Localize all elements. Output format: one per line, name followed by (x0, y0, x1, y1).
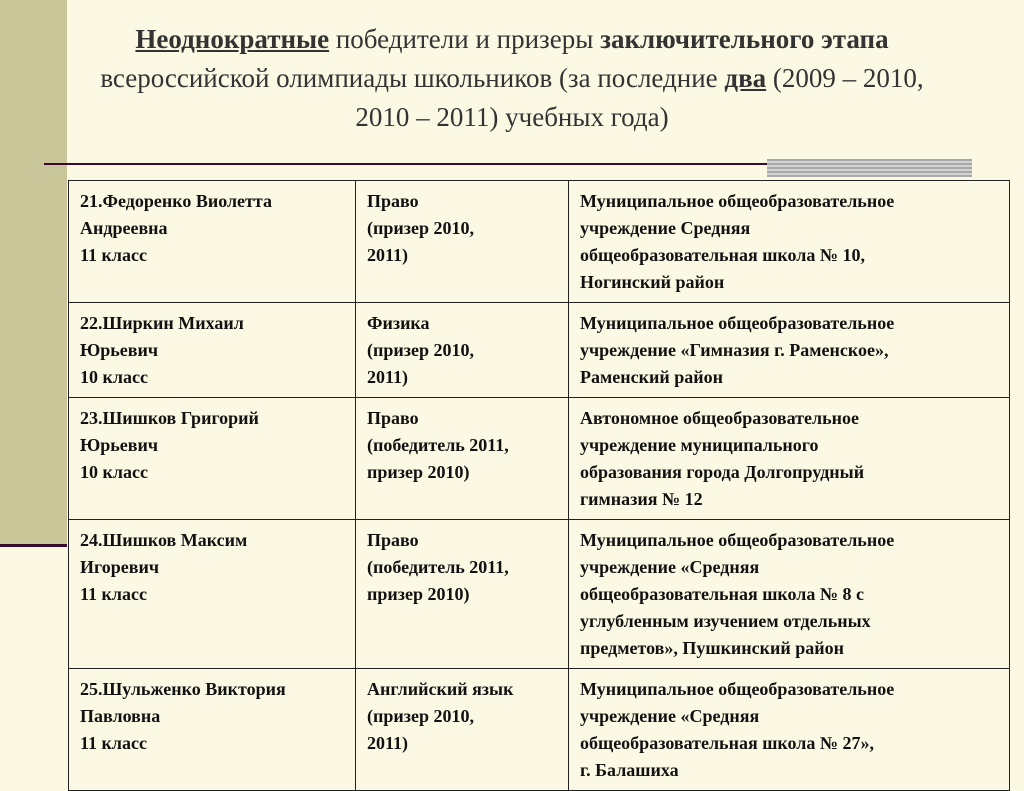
school-cell-line: Автономное общеобразовательное (580, 408, 859, 428)
subject-cell-line: Право (367, 191, 419, 211)
school-cell-line: Муниципальное общеобразовательное (580, 191, 895, 211)
school-cell (569, 669, 1010, 791)
school-cell-line: общеобразовательная школа № 8 с (580, 584, 864, 604)
student-cell (69, 520, 356, 669)
school-cell-line: Ногинский район (580, 272, 725, 292)
school-cell-line: гимназия № 12 (580, 489, 703, 509)
subject-cell-line: 2011) (367, 733, 409, 753)
school-cell (569, 181, 1010, 303)
student-cell-line: 23.Шишков Григорий (80, 408, 259, 428)
student-cell (69, 303, 356, 398)
winners-table (68, 180, 1010, 791)
school-cell (569, 398, 1010, 520)
sidebar-decoration (0, 0, 67, 546)
subject-cell-line: 2011) (367, 245, 409, 265)
table-row (69, 303, 1010, 398)
school-cell-line: Муниципальное общеобразовательное (580, 679, 895, 699)
subject-cell (356, 181, 569, 303)
subject-cell (356, 398, 569, 520)
title-text-1: победители и призеры (329, 24, 601, 54)
student-cell-line: 22.Ширкин Михаил (80, 313, 244, 333)
table-row (69, 520, 1010, 669)
student-cell-line: Павловна (80, 706, 161, 726)
school-cell-line: учреждение «Средняя (580, 557, 760, 577)
school-cell-line: общеобразовательная школа № 10, (580, 245, 865, 265)
table-row (69, 181, 1010, 303)
school-cell-line: Муниципальное общеобразовательное (580, 313, 895, 333)
student-cell-line: Юрьевич (80, 435, 159, 455)
school-cell-line: углубленным изучением отдельных (580, 611, 871, 631)
decorative-bar (767, 159, 972, 177)
subject-cell (356, 520, 569, 669)
school-cell-line: образования города Долгопрудный (580, 462, 865, 482)
subject-cell-line: Физика (367, 313, 430, 333)
subject-cell-line: (призер 2010, (367, 218, 474, 238)
title-emphasis-2: заключительного этапа (600, 24, 889, 54)
subject-cell-line: 2011) (367, 367, 409, 387)
school-cell-line: г. Балашиха (580, 760, 679, 780)
student-cell-line: 11 класс (80, 733, 147, 753)
title-emphasis-3: два (724, 63, 767, 93)
subject-cell (356, 669, 569, 791)
student-cell-line: 10 класс (80, 462, 148, 482)
table-row (69, 669, 1010, 791)
school-cell-line: Муниципальное общеобразовательное (580, 530, 895, 550)
title-text-3: (2009 – 2010, 2010 – 2011) учебных года) (355, 63, 924, 132)
subject-cell-line: (победитель 2011, (367, 557, 509, 577)
subject-cell-line: (призер 2010, (367, 340, 474, 360)
school-cell-line: предметов», Пушкинский район (580, 638, 845, 658)
subject-cell-line: Право (367, 530, 419, 550)
subject-cell-line: (победитель 2011, (367, 435, 509, 455)
school-cell-line: учреждение Средняя (580, 218, 751, 238)
slide-title (70, 20, 954, 137)
student-cell (69, 669, 356, 791)
table-row (69, 398, 1010, 520)
student-cell-line: 11 класс (80, 245, 147, 265)
school-cell-line: учреждение муниципального (580, 435, 819, 455)
student-cell-line: 24.Шишков Максим (80, 530, 248, 550)
student-cell-line: 10 класс (80, 367, 148, 387)
student-cell-line: Игоревич (80, 557, 159, 577)
student-cell-line: 21.Федоренко Виолетта (80, 191, 272, 211)
school-cell-line: учреждение «Гимназия г. Раменское», (580, 340, 889, 360)
subject-cell-line: Право (367, 408, 419, 428)
subject-cell-line: Английский язык (367, 679, 514, 699)
school-cell-line: общеобразовательная школа № 27», (580, 733, 874, 753)
subject-cell-line: (призер 2010, (367, 706, 474, 726)
student-cell-line: Андреевна (80, 218, 168, 238)
student-cell (69, 398, 356, 520)
student-cell-line: Юрьевич (80, 340, 159, 360)
subject-cell-line: призер 2010) (367, 584, 470, 604)
title-text-2: всероссийской олимпиады школьников (за последние (100, 63, 725, 93)
school-cell-line: Раменский район (580, 367, 723, 387)
school-cell (569, 520, 1010, 669)
subject-cell (356, 303, 569, 398)
student-cell-line: 25.Шульженко Виктория (80, 679, 286, 699)
sidebar-divider (0, 544, 67, 547)
title-emphasis-1: Неоднократные (135, 24, 330, 54)
student-cell (69, 181, 356, 303)
school-cell (569, 303, 1010, 398)
subject-cell-line: призер 2010) (367, 462, 470, 482)
student-cell-line: 11 класс (80, 584, 147, 604)
school-cell-line: учреждение «Средняя (580, 706, 760, 726)
